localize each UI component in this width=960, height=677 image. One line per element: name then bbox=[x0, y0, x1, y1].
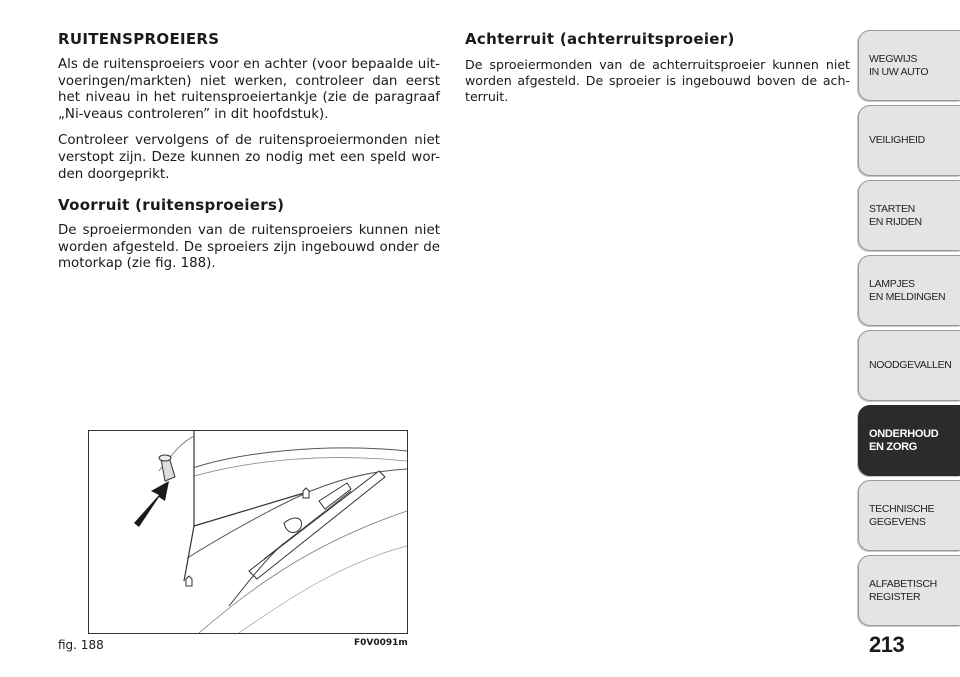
paragraph-rear: De sproeiermonden van de achterruitsproeier kunnen niet worden afgesteld. De sproeier is ingebouwd boven de ach-terruit. bbox=[465, 57, 850, 104]
paragraph-3: De sproeiermonden van de ruitensproeiers kunnen niet worden afgesteld. De sproeiers zijn ingebouwd onder de motorkap (zie fig. 188). bbox=[58, 223, 440, 272]
figure-illustration bbox=[88, 430, 408, 634]
tab-lampjes[interactable]: LAMPJES EN MELDINGEN bbox=[858, 255, 960, 326]
tab-starten[interactable]: STARTEN EN RIJDEN bbox=[858, 180, 960, 251]
tab-technische[interactable]: TECHNISCHE GEGEVENS bbox=[858, 480, 960, 551]
figure-caption: fig. 188 bbox=[58, 638, 104, 652]
subheading-rear: Achterruit (achterruitsproeier) bbox=[465, 30, 735, 48]
paragraph-1: Als de ruitensproeiers voor en achter (voor bepaalde uit-voeringen/markten) niet werken, controleer dan eerst het niveau in het ruitensproeiertankje (zie de paragraaf „Ni-veaus controleren” in dit hoofdstuk). bbox=[58, 57, 440, 122]
tab-noodgevallen[interactable]: NOODGEVALLEN bbox=[858, 330, 960, 401]
washer-nozzle-illustration bbox=[89, 431, 407, 633]
figure-code: F0V0091m bbox=[354, 638, 408, 648]
page-number: 213 bbox=[869, 632, 905, 657]
subheading-front: Voorruit (ruitensproeiers) bbox=[58, 196, 285, 215]
tab-onderhoud[interactable]: ONDERHOUD EN ZORG bbox=[858, 405, 960, 476]
left-column bbox=[58, 30, 440, 283]
right-column bbox=[465, 30, 850, 115]
tab-alfabetisch[interactable]: ALFABETISCH REGISTER bbox=[858, 555, 960, 626]
tab-veiligheid[interactable]: VEILIGHEID bbox=[858, 105, 960, 176]
chapter-tabs bbox=[858, 30, 960, 630]
section-heading: RUITENSPROEIERS bbox=[58, 30, 220, 48]
tab-wegwijs[interactable]: WEGWIJS IN UW AUTO bbox=[858, 30, 960, 101]
paragraph-2: Controleer vervolgens of de ruitensproeiermonden niet verstopt zijn. Deze kunnen zo nodig met een speld wor-den doorgeprikt. bbox=[58, 133, 440, 182]
